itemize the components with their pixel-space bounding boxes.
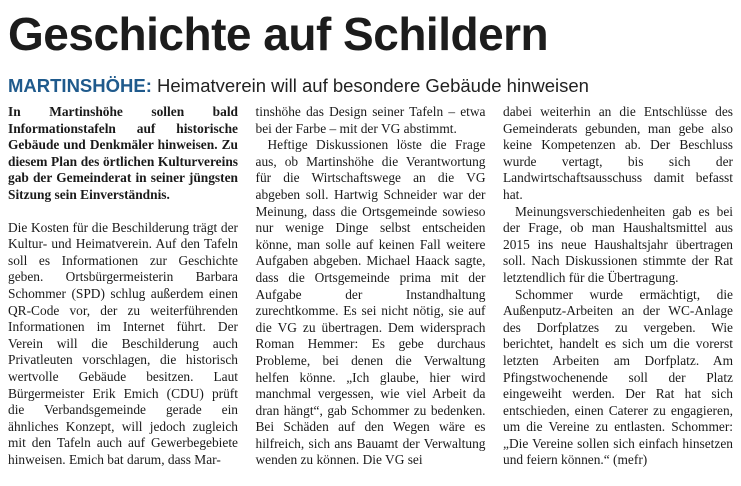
location-kicker: MARTINSHÖHE:: [8, 75, 152, 96]
article-columns: [8, 104, 733, 469]
body-paragraph: tinshöhe das Design seiner Tafeln – etwa bei der Farbe – mit der VG abstimmt.: [255, 104, 486, 136]
column-2: [256, 104, 486, 469]
body-paragraph: Schommer wurde ermächtigt, die Außenputz-Arbeiten an der WC-Anlage des Dorfplatzes zu vergeben. Wie berichtet, handelt es sich um die vorerst letzten Arbeiten am Dorfplatz. Am Pfingstwochenende soll der Platz eingeweiht werden. Der Rat hat sich entschieden, einen Caterer zu engagieren, um die Vereine zu entlasten. Schommer: „Die Vereine sollen sich einfach hinsetzen und feiern können.“ (mefr): [503, 286, 733, 468]
lead-paragraph: In Martinshöhe sollen bald Informationstafeln auf historische Gebäude und Denkmäler hinweisen. Zu diesem Plan des örtlichen Kulturvereins gab der Gemeinderat in seiner jüngsten Sitzung sein Einverständnis.: [8, 104, 238, 202]
body-paragraph: Heftige Diskussionen löste die Frage aus, ob Martinshöhe die Verantwortung für die Wirtschaftswege an die VG abgeben soll. Hartwig Schneider war der Meinung, dass die Ortsgemeinde sowieso nur wenige Dinge selbst entscheiden könne, man solle auf keinen Fall weitere Aufgaben abgeben. Michael Haack sagte, dass die Ortsgemeinde prima mit der Aufgabe der Instandhaltung zurechtkomme. Es sei nicht nötig, sie auf die VG zu übertragen. Dem widersprach Roman Hemmer: Es gebe durchaus Probleme, bei denen die Verwaltung helfen könne. „Ich glaube, hier wird manchmal vergessen, wie viel Arbeit da dran hängt“, gab Schommer zu bedenken. Bei Schäden auf den Wegen wäre es hilfreich, sich ans Bauamt der Verwaltung wenden zu können. Die VG sei: [255, 137, 486, 468]
headline: Geschichte auf Schildern: [8, 8, 549, 60]
subheadline-row: [8, 74, 733, 100]
body-paragraph: Die Kosten für die Beschilderung trägt der Kultur- und Heimatverein. Auf den Tafeln soll es Informationen zur Geschichte geben. Ortsbürgermeisterin Barbara Schommer (SPD) schlug außerdem einen QR-Code vor, der zu weiterführenden Informationen im Internet führt. Der Verein will die Beschilderung auch Privatleuten vorschlagen, die historisch wertvolle Gebäude besitzen. Laut Bürgermeister Erik Emich (CDU) prüft die Verbandsgemeinde gerade ein ähnliches Konzept, will jedoch zugleich mit den Tafeln auch auf Gewerbegebiete hinweisen. Emich bat darum, dass Mar-: [8, 219, 238, 467]
column-1: [8, 104, 238, 469]
body-paragraph: Meinungsverschiedenheiten gab es bei der Frage, ob man Haushaltsmittel aus 2015 ins neue Haushaltsjahr übertragen soll. Nach Diskussionen stimmte der Rat letztendlich für die Übertragung.: [503, 203, 733, 285]
body-paragraph: dabei weiterhin an die Entschlüsse des Gemeinderats gebunden, man gebe also keine Kompetenzen ab. Der Beschluss wurde vertagt, bis sich der Landwirtschaftsausschuss damit befasst hat.: [503, 104, 733, 202]
column-3: [503, 104, 733, 469]
subheadline: Heimatverein will auf besondere Gebäude hinweisen: [157, 75, 589, 96]
